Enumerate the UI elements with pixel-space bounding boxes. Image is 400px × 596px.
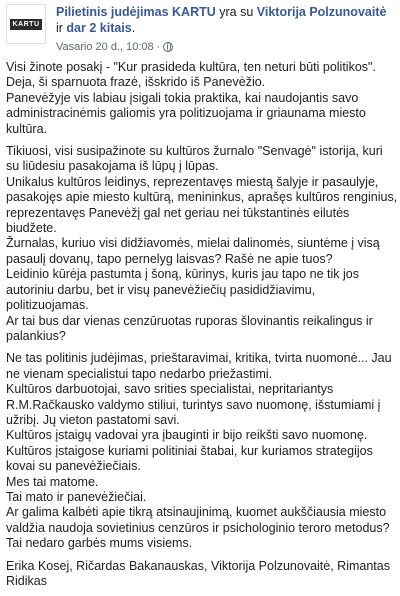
post-author-line <box>56 4 394 36</box>
post-line: Tai mato ir panevėžiečiai. <box>6 489 147 504</box>
meta-separator: · <box>156 41 161 53</box>
post-line: Erika Kosej, Ričardas Bakanauskas, Viktorija Polzunovaitė, Rimantas Ridikas <box>6 558 390 588</box>
post-line: Visi žinote posakį - "Kur prasideda kultūra, ten neturi būti politikos". <box>6 60 376 74</box>
post-line: Deja, ši sparnuota frazė, išskrido iš Panevėžio. <box>6 75 266 90</box>
paragraph-1 <box>6 60 398 137</box>
post-line: Kultūros darbuotojai, savo srities specialistai, nepritariantys R.M.Račkausko valdymo stiliui, turintys savo nuomonę, išstumiami į užribį. Jų vieton pastatomi savi. <box>6 382 381 427</box>
post-line: Unikalus kultūros leidinys, reprezentavęs miestą šalyje ir pasaulyje, pasakojęs apie miesto kultūrą, menininkus, aprašęs kultūros renginius, reprezentavęs Panevėžį gal net geriau nei tūkstantinės eilutės biudžete. <box>6 174 398 236</box>
page-name-link[interactable]: Pilietinis judėjimas KARTU <box>56 5 216 19</box>
post-header <box>6 4 396 54</box>
others-link[interactable]: dar 2 kitais <box>66 21 132 35</box>
post-line: Mes tai matome. <box>6 474 99 489</box>
kartu-logo: KARTU <box>10 19 42 30</box>
post-line: Žurnalas, kuriuo visi didžiavomės, mielai dalinomės, siuntėme į visą pasaulį dovanų, tapo pernelyg laisvas? Rašė ne apie tuos? <box>6 236 380 266</box>
post-line: Ar galima kalbėti apie tikrą atsinaujinimą, kuomet aukščiausia miesto valdžia naudoja sovietinius cenzūros ir psichologinio teroro metodus? <box>6 505 390 535</box>
post-line: Kultūros įstaigų vadovai yra įbauginti ir bijo reikšti savo nuomonę. <box>6 428 368 443</box>
post-body <box>6 60 398 596</box>
paragraph-3 <box>6 351 398 551</box>
page-avatar[interactable] <box>6 4 46 44</box>
header-end: . <box>131 21 136 35</box>
post-line: Ne tas politinis judėjimas, prieštaravimai, kritika, tvirta nuomonė... Jau ne vienam specialistui tapo nedarbo priežastimi. <box>6 351 392 381</box>
with-connector: yra su <box>215 5 257 19</box>
paragraph-2 <box>6 144 398 344</box>
tagged-person-link[interactable]: Viktorija Polzunovaitė <box>256 5 387 19</box>
and-connector: ir <box>56 21 67 35</box>
post-timestamp[interactable]: Vasario 20 d., 10:08 <box>56 41 154 53</box>
post-line: Panevėžyje vis labiau įsigali tokia praktika, kai naudojantis savo administracinėmis galiomis yra politizuojama ir griaunama miesto kultūra. <box>6 90 366 136</box>
post-line: Ar tai bus dar vienas cenzūruotas ruporas šlovinantis reikalingus ir palankius? <box>6 313 373 343</box>
post-meta <box>56 41 173 53</box>
signatures <box>6 559 398 590</box>
post-line: Tikiuosi, visi susipažinote su kultūros žurnalo "Senvagė" istorija, kuri su liūdesiu pasakojama iš lūpų į lūpas. <box>6 144 383 174</box>
post-line: Kultūros įstaigose kuriami politiniai štabai, kur kuriamos strategijos kovai su panevėžiečiais. <box>6 443 373 474</box>
post-line: Tai nedaro garbės mums visiems. <box>6 536 193 551</box>
post-line: Leidinio kūrėja pastumta į šoną, kūrinys, kuris jau tapo ne tik jos autoriniu darbu, bet ir visų panevėžiečių pasididžiavimu, politizuojamas. <box>6 267 359 313</box>
globe-icon[interactable] <box>163 42 173 52</box>
